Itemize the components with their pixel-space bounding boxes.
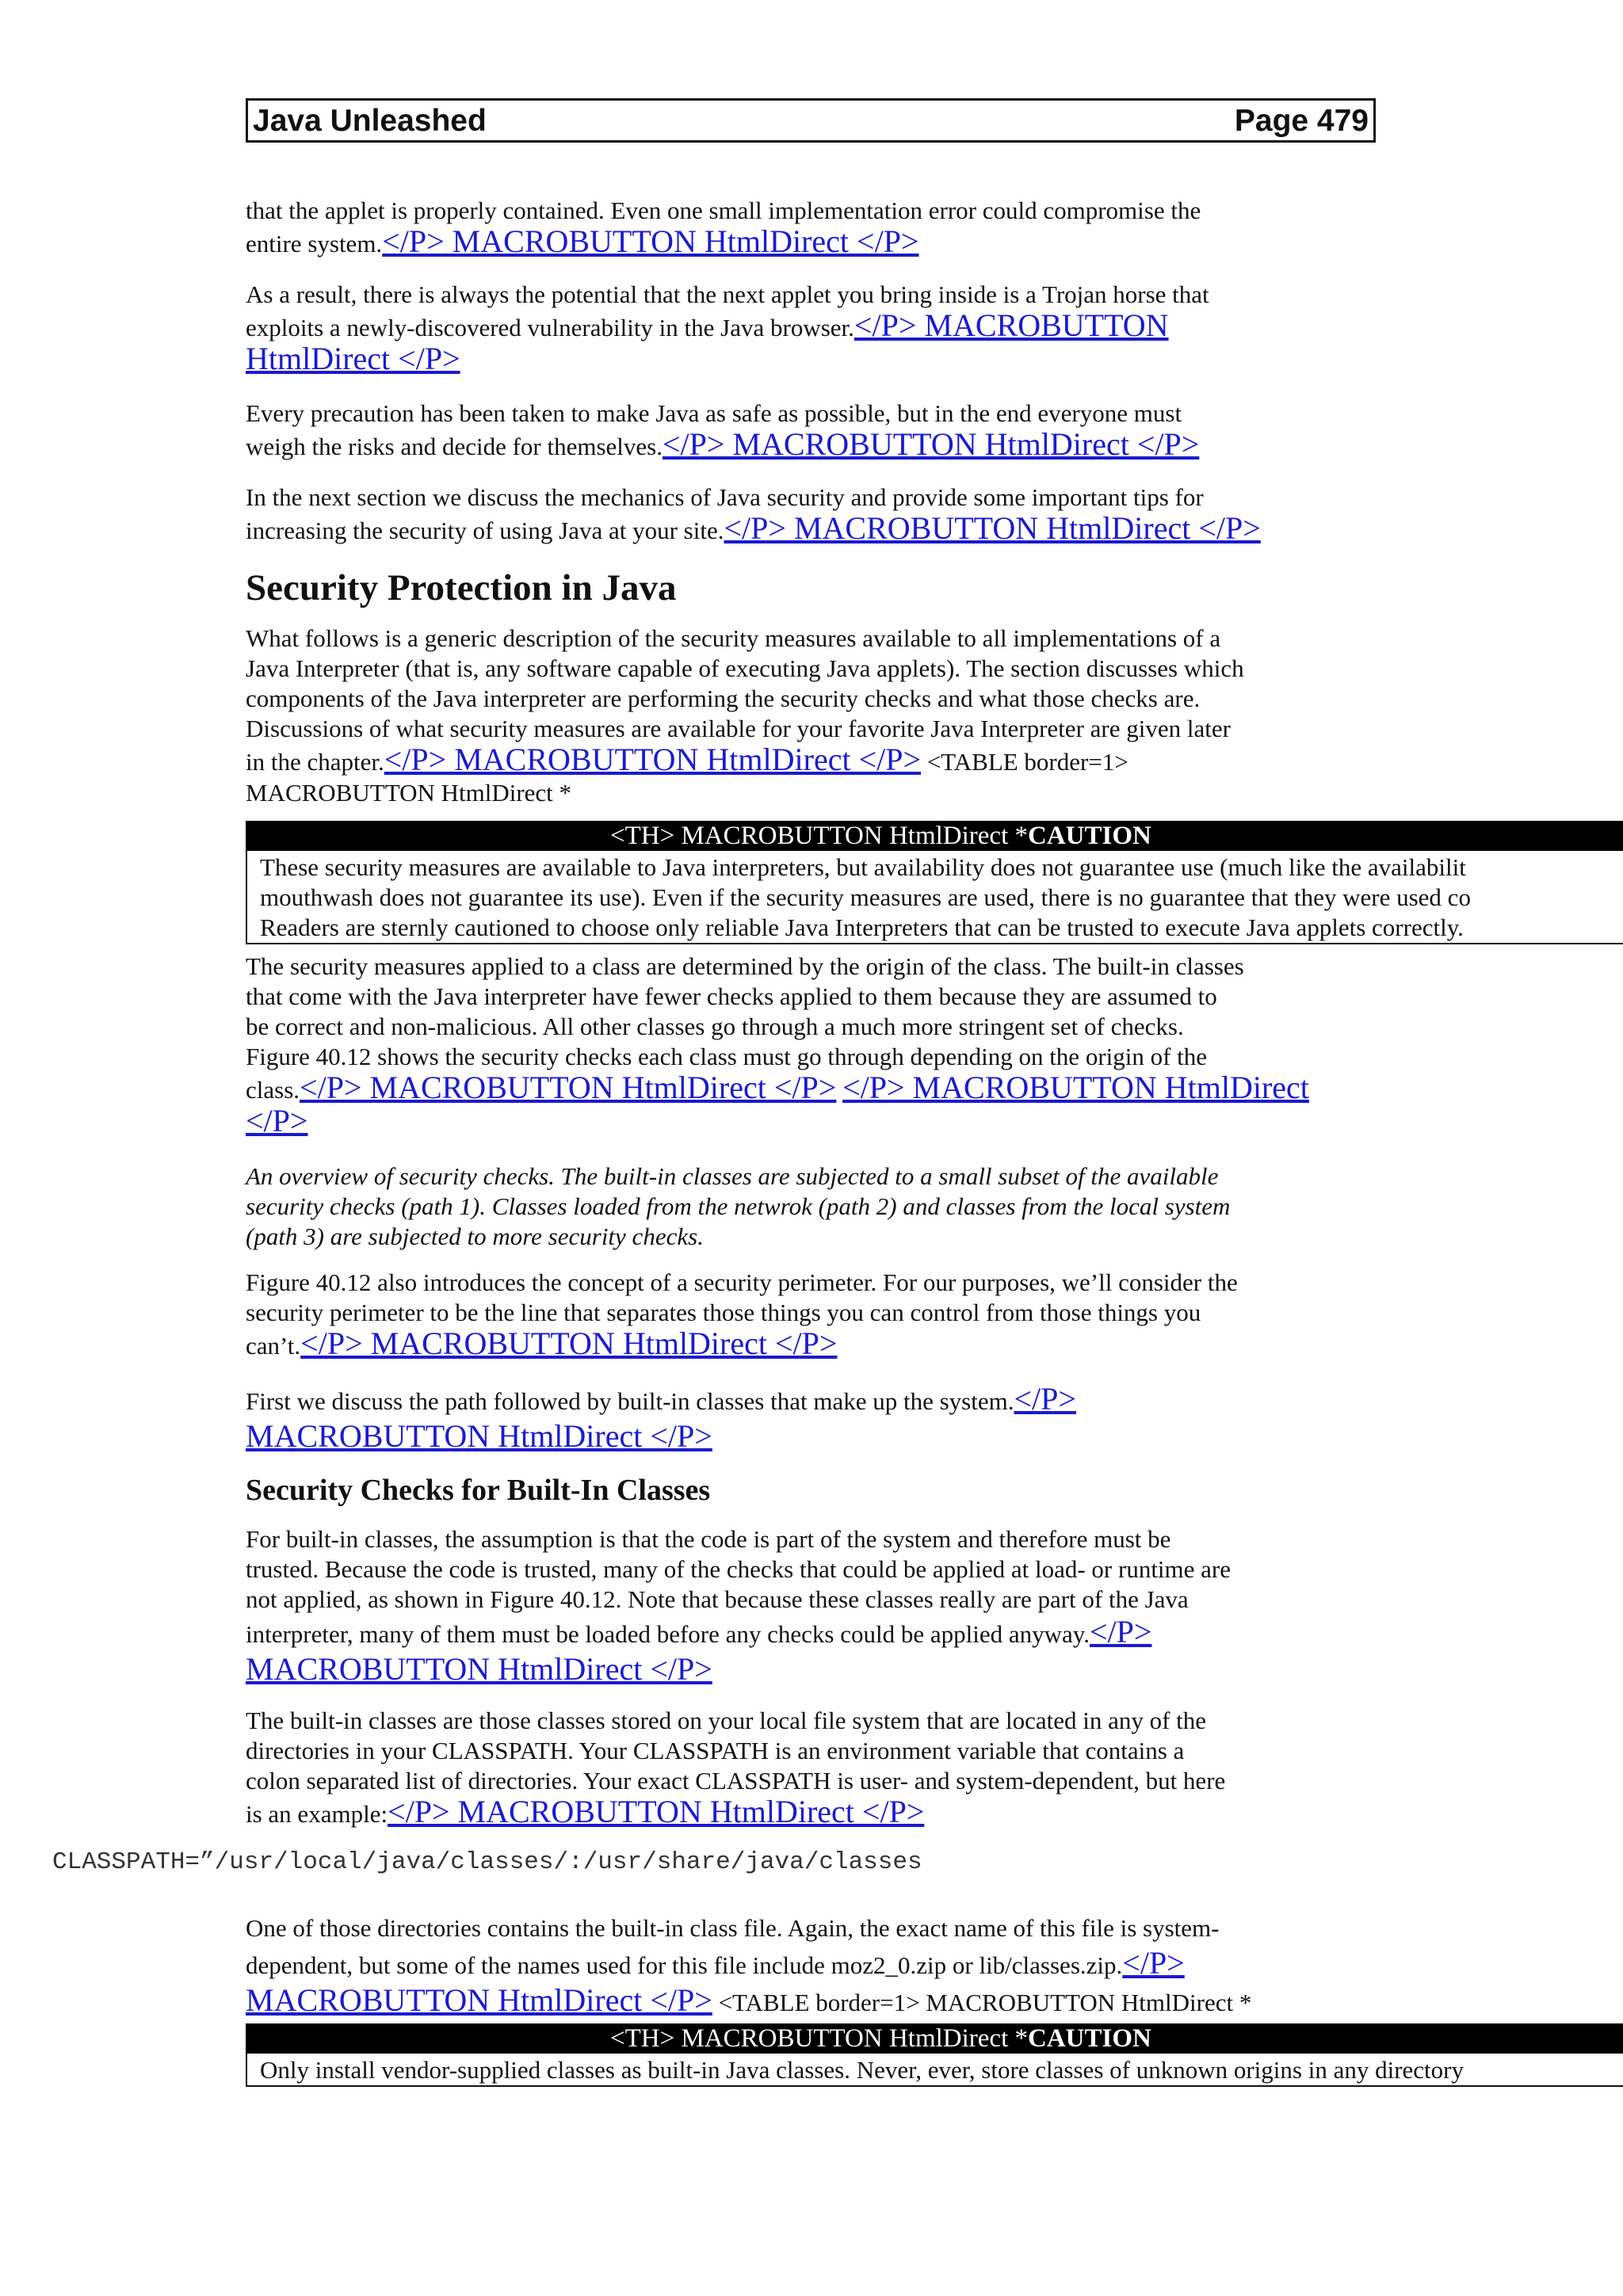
paragraph: [246, 1382, 1379, 1456]
text-line: MACROBUTTON HtmlDirect </P> <TABLE border=1> MACROBUTTON HtmlDirect *: [246, 1982, 1252, 2018]
text-line: One of those directories contains the built-in class file. Again, the exact name of this file is system-: [246, 1914, 1220, 1942]
caution-header: <TH> MACROBUTTON HtmlDirect *CAUTION: [246, 821, 1623, 851]
macro-link[interactable]: </P> MACROBUTTON HtmlDirect </P>: [300, 1325, 838, 1361]
book-title: Java Unleashed: [253, 103, 487, 138]
caution-table: [246, 821, 1623, 944]
text-line: class.</P> MACROBUTTON HtmlDirect </P> </P> MACROBUTTON HtmlDirect: [246, 1070, 1309, 1105]
text-line: The built-in classes are those classes stored on your local file system that are located in any of the: [246, 1707, 1207, 1734]
macro-link[interactable]: </P> MACROBUTTON HtmlDirect </P>: [724, 510, 1261, 546]
text-line: that the applet is properly contained. Even one small implementation error could compromise the: [246, 196, 1201, 224]
caution-table: [246, 2023, 1623, 2087]
paragraph: [246, 482, 1379, 546]
paragraph: [246, 624, 1379, 808]
text-line: [246, 1105, 1379, 1138]
macro-link[interactable]: </P> MACROBUTTON HtmlDirect </P>: [384, 742, 922, 777]
macro-link[interactable]: </P> MACROBUTTON HtmlDirect: [842, 1070, 1309, 1105]
text-line: (path 3) are subjected to more security checks.: [246, 1222, 704, 1250]
paragraph: [246, 195, 1379, 259]
text-line: MACROBUTTON HtmlDirect *: [246, 779, 572, 807]
text-line: interpreter, many of them must be loaded before any checks could be applied anyway.</P>: [246, 1614, 1152, 1650]
text-line: security perimeter to be the line that separates those things you can control from those things you: [246, 1299, 1201, 1326]
text-line: [246, 1419, 1379, 1456]
macro-link[interactable]: </P> MACROBUTTON HtmlDirect </P>: [382, 223, 919, 259]
text-line: Figure 40.12 also introduces the concept of a security perimeter. For our purposes, we’ll consider the: [246, 1268, 1238, 1296]
figure-caption: [246, 1161, 1379, 1252]
caution-header: <TH> MACROBUTTON HtmlDirect *CAUTION: [246, 2023, 1623, 2054]
text-line: be correct and non-malicious. All other classes go through a much more stringent set of checks.: [246, 1013, 1184, 1040]
text-line: directories in your CLASSPATH. Your CLASSPATH is an environment variable that contains a: [246, 1737, 1185, 1764]
macro-link[interactable]: MACROBUTTON HtmlDirect </P>: [246, 1418, 712, 1454]
text-line: [246, 1652, 1379, 1689]
macro-link[interactable]: </P> MACROBUTTON HtmlDirect </P>: [388, 1794, 925, 1829]
paragraph: [246, 952, 1379, 1138]
section-heading: [246, 566, 1379, 610]
caution-body: [246, 851, 1623, 944]
text-line: entire system.</P> MACROBUTTON HtmlDirect </P>: [246, 223, 919, 259]
macro-link[interactable]: </P>: [1014, 1381, 1076, 1417]
text-line: dependent, but some of the names used for this file include moz2_0.zip or lib/classes.zip.</P>: [246, 1945, 1185, 1981]
text-line: colon separated list of directories. Your exact CLASSPATH is user- and system-dependent, but here: [246, 1767, 1226, 1794]
macro-link[interactable]: </P>: [246, 1103, 308, 1138]
running-header: [246, 98, 1376, 143]
text-line: Java Interpreter (that is, any software capable of executing Java applets). The section discusses which: [246, 654, 1244, 682]
text-line: increasing the security of using Java at your site.</P> MACROBUTTON HtmlDirect </P>: [246, 510, 1261, 546]
code-block: CLASSPATH=”/usr/local/java/classes/:/usr/share/java/classes: [52, 1848, 922, 1876]
paragraph: [246, 1706, 1379, 1829]
macro-link[interactable]: MACROBUTTON HtmlDirect </P>: [246, 1982, 712, 2018]
text-line: can’t.</P> MACROBUTTON HtmlDirect </P>: [246, 1325, 838, 1361]
text-line: These security measures are available to Java interpreters, but availability does not guarantee use (much like the availabilit: [260, 853, 1466, 881]
text-line: weigh the risks and decide for themselves.</P> MACROBUTTON HtmlDirect </P>: [246, 426, 1200, 462]
paragraph: [246, 1911, 1379, 2020]
text-line: in the chapter.</P> MACROBUTTON HtmlDirect </P> <TABLE border=1>: [246, 742, 1128, 777]
text-line: An overview of security checks. The built-in classes are subjected to a small subset of the available: [246, 1162, 1219, 1190]
text-line: Discussions of what security measures are available for your favorite Java Interpreter are given later: [246, 715, 1231, 742]
caution-body: [246, 2054, 1623, 2087]
text-line: For built-in classes, the assumption is that the code is part of the system and therefore must be: [246, 1525, 1171, 1553]
text-line: As a result, there is always the potential that the next applet you bring inside is a Trojan horse that: [246, 280, 1209, 308]
paragraph: [246, 1524, 1379, 1689]
paragraph: [246, 279, 1379, 376]
page-number: Page 479: [1234, 103, 1369, 138]
text-line: First we discuss the path followed by built-in classes that make up the system.</P>: [246, 1381, 1076, 1417]
text-line: [246, 343, 1379, 376]
macro-link[interactable]: </P>: [1122, 1945, 1185, 1981]
text-line: components of the Java interpreter are performing the security checks and what those checks are.: [246, 685, 1201, 712]
macro-link[interactable]: </P> MACROBUTTON: [854, 307, 1169, 343]
text-line: not applied, as shown in Figure 40.12. Note that because these classes really are part of the Java: [246, 1585, 1189, 1613]
text-line: that come with the Java interpreter have fewer checks applied to them because they are assumed to: [246, 982, 1217, 1010]
text-line: The security measures applied to a class are determined by the origin of the class. The built-in classes: [246, 952, 1244, 980]
text-line: security checks (path 1). Classes loaded from the netwrok (path 2) and classes from the local system: [246, 1192, 1231, 1220]
subsection-heading: [246, 1472, 1379, 1508]
text-line: Only install vendor-supplied classes as built-in Java classes. Never, ever, store classes of unknown origins in any directory: [260, 2056, 1464, 2084]
macro-link[interactable]: MACROBUTTON HtmlDirect </P>: [246, 1651, 712, 1687]
heading-text: Security Checks for Built-In Classes: [246, 1474, 711, 1507]
text-line: exploits a newly-discovered vulnerability in the Java browser.</P> MACROBUTTON: [246, 307, 1169, 343]
text-line: is an example:</P> MACROBUTTON HtmlDirect </P>: [246, 1794, 925, 1829]
text-line: Figure 40.12 shows the security checks each class must go through depending on the origin of the: [246, 1043, 1208, 1070]
text-line: mouthwash does not guarantee its use). Even if the security measures are used, there is no guarantee that they were used co: [260, 883, 1471, 911]
text-line: trusted. Because the code is trusted, many of the checks that could be applied at load- or runtime are: [246, 1555, 1232, 1583]
text-line: Every precaution has been taken to make Java as safe as possible, but in the end everyone must: [246, 399, 1182, 427]
paragraph: [246, 1268, 1379, 1361]
heading-text: Security Protection in Java: [246, 567, 677, 608]
text-line: What follows is a generic description of the security measures available to all implementations of a: [246, 624, 1221, 652]
macro-link[interactable]: </P>: [1090, 1614, 1152, 1650]
text-line: In the next section we discuss the mechanics of Java security and provide some important tips for: [246, 483, 1204, 511]
macro-link[interactable]: HtmlDirect </P>: [246, 341, 460, 376]
paragraph: [246, 398, 1379, 462]
text-line: Readers are sternly cautioned to choose only reliable Java Interpreters that can be trusted to execute Java applets correctly.: [260, 913, 1464, 941]
macro-link[interactable]: </P> MACROBUTTON HtmlDirect </P>: [300, 1070, 837, 1105]
macro-link[interactable]: </P> MACROBUTTON HtmlDirect </P>: [663, 426, 1200, 462]
